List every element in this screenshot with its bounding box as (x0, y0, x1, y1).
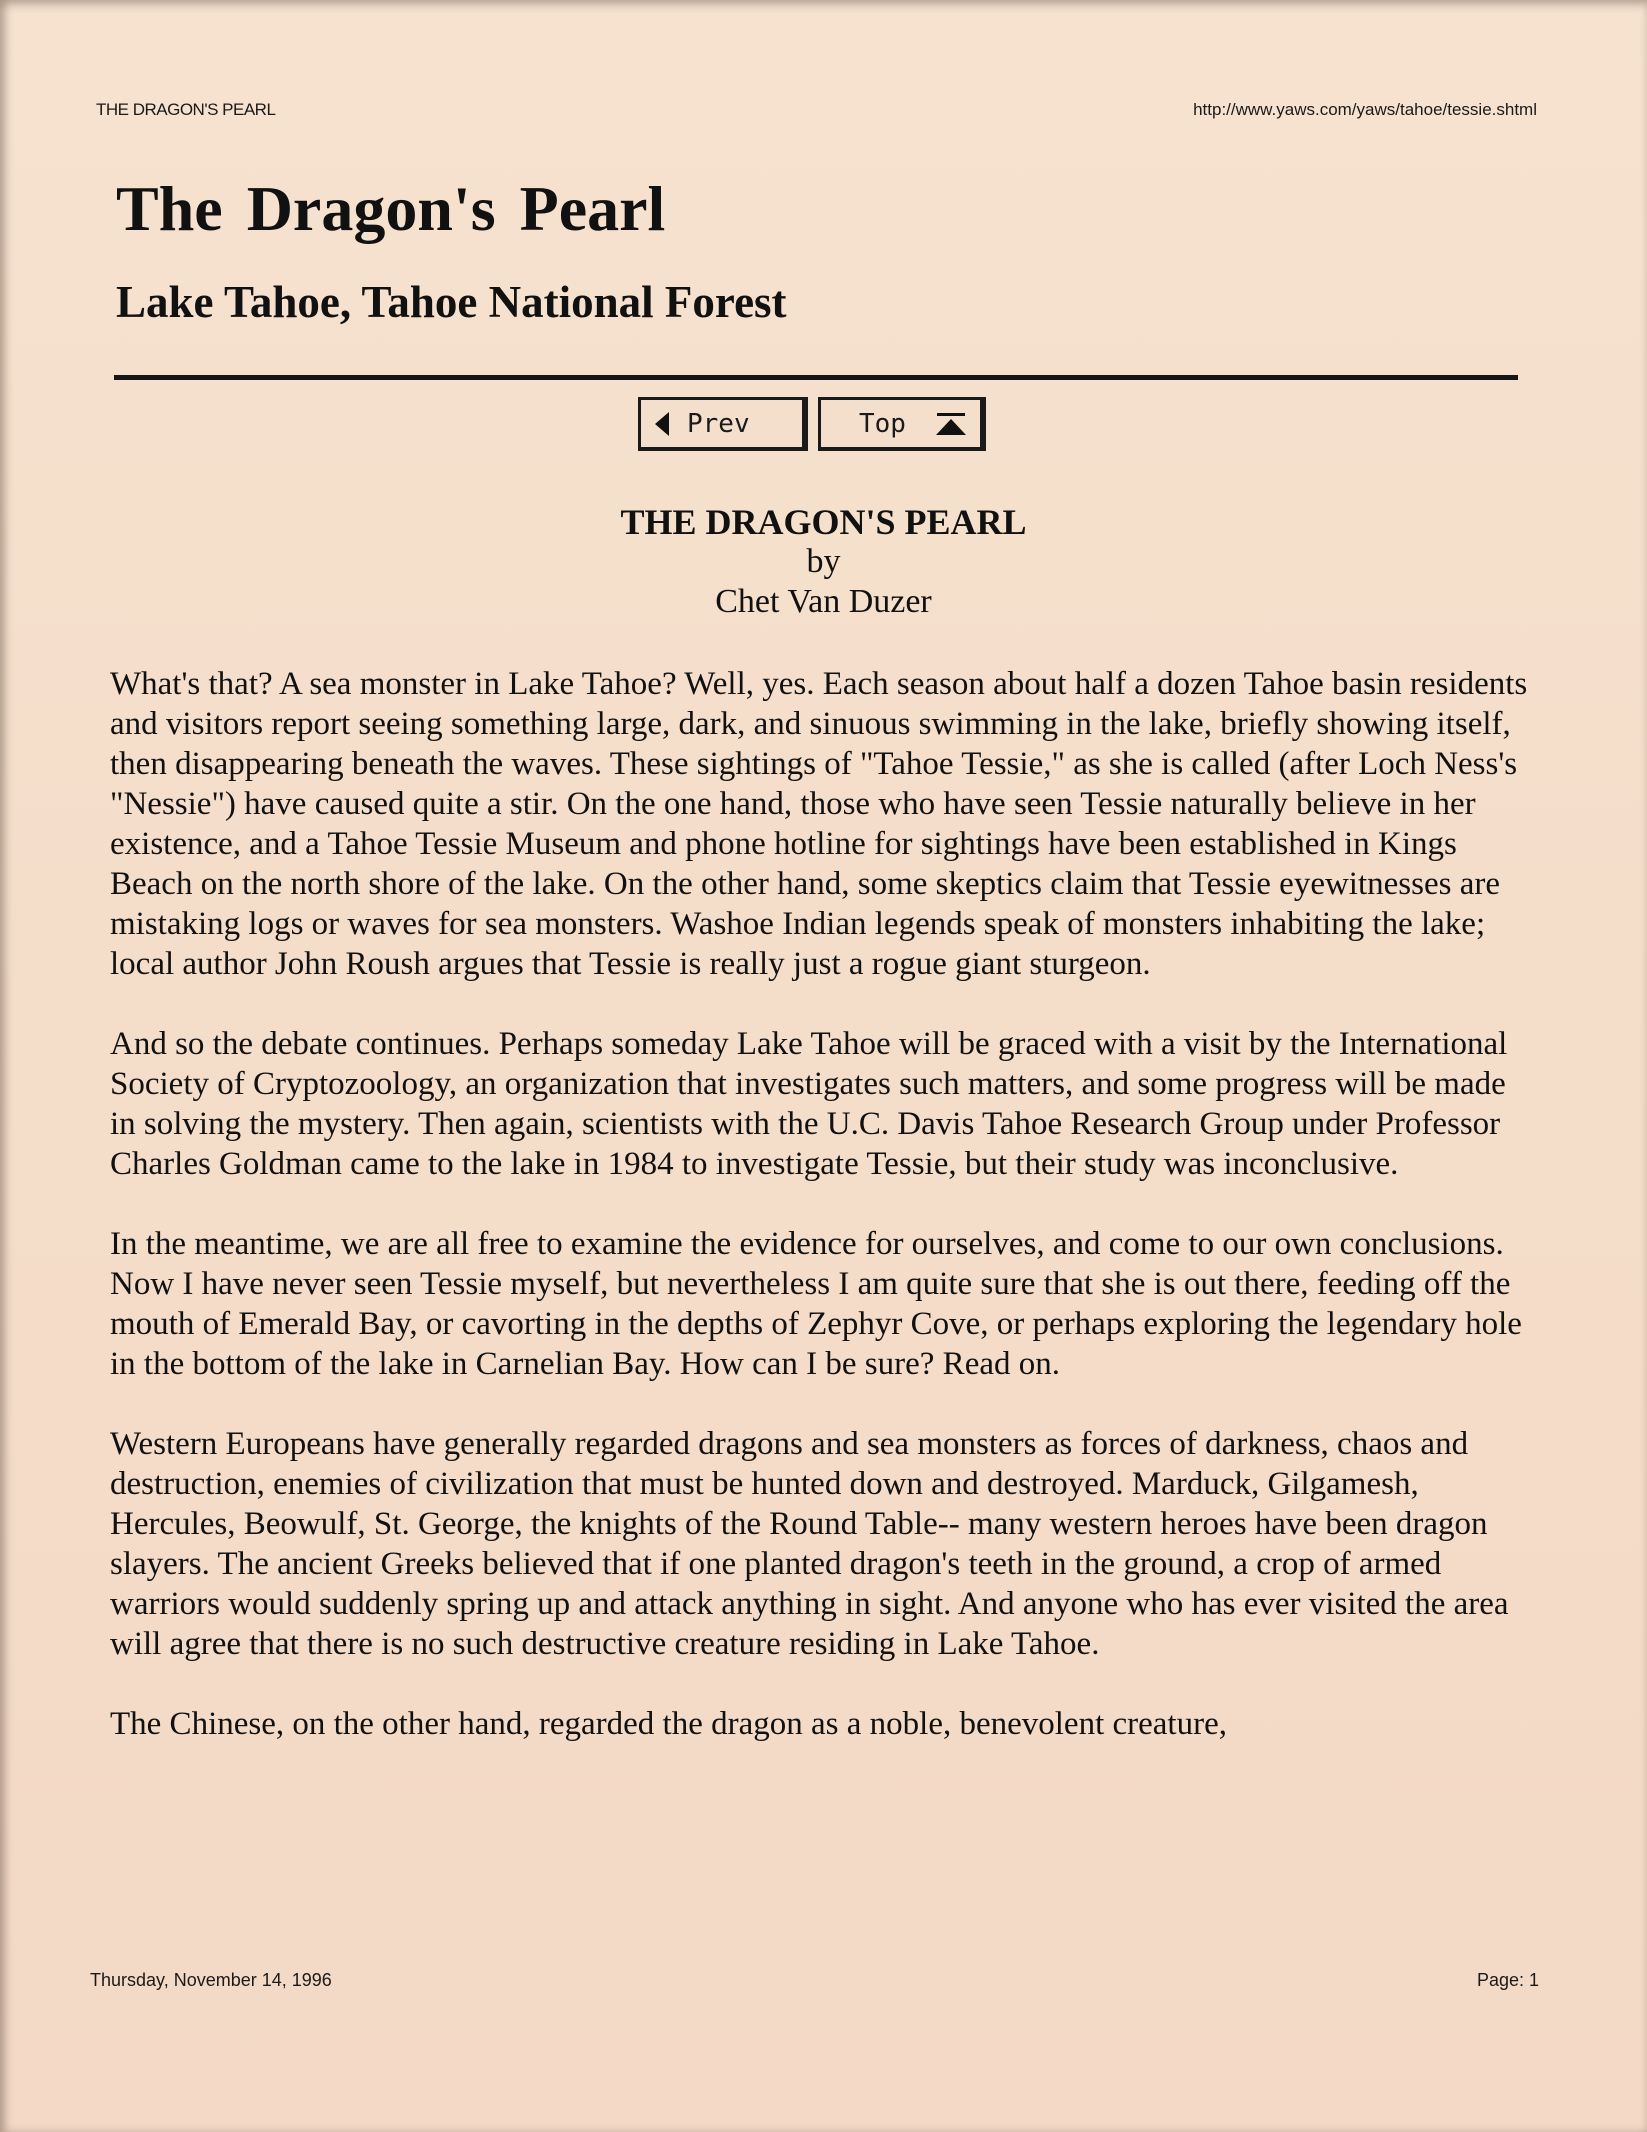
paragraph-3: In the meantime, we are all free to examine the evidence for ourselves, and come to our own conclusions. Now I have never seen Tessie myself, but nevertheless I am quite sure that she is out there, feeding off the mouth of Emerald Bay, or cavorting in the depths of Zephyr Cove, or perhaps exploring the legendary hole in the bottom of the lake in Carnelian Bay. How can I be sure? Read on. (110, 1226, 1522, 1382)
paragraph-2: And so the debate continues. Perhaps someday Lake Tahoe will be graced with a visit by the International Society of Cryptozoology, an organization that investigates such matters, and some progress will be made in solving the mystery. Then again, scientists with the U.C. Davis Tahoe Research Group under Professor Charles Goldman came to the lake in 1984 to investigate Tessie, but their study was inconclusive. (110, 1026, 1508, 1182)
top-button[interactable] (818, 397, 986, 451)
top-button-label: Top (859, 408, 906, 439)
page-number: Page: 1 (1476, 1970, 1539, 1990)
article-body (110, 664, 1532, 1784)
paragraph-4: Western Europeans have generally regarded dragons and sea monsters as forces of darkness, chaos and destruction, enemies of civilization that must be hunted down and destroyed. Marduck, Gilgamesh, Hercules, Beowulf, St. George, the knights of the Round Table-- many western heroes have been dragon slayers. The ancient Greeks believed that if one planted dragon's teeth in the ground, a crop of armed warriors would suddenly spring up and attack anything in sight. And anyone who has ever visited the area will agree that there is no such destructive creature residing in Lake Tahoe. (110, 1426, 1509, 1662)
running-header-title: THE DRAGON'S PEARL (96, 100, 276, 119)
page-url: http://www.yaws.com/yaws/tahoe/tessie.shtml (1193, 100, 1537, 119)
page-footer (90, 1970, 1539, 1991)
page-subtitle: Lake Tahoe, Tahoe National Forest (116, 277, 787, 327)
print-date: Thursday, November 14, 1996 (90, 1970, 332, 1990)
article-header (0, 502, 1647, 622)
byline-by: by (806, 543, 841, 580)
article-heading: THE DRAGON'S PEARL (620, 502, 1027, 542)
nav-buttons (638, 397, 986, 451)
left-triangle-icon (655, 412, 669, 436)
prev-button[interactable] (638, 397, 808, 451)
page-title: The Dragon's Pearl (116, 173, 666, 244)
article-author: Chet Van Duzer (715, 583, 932, 620)
paragraph-1: What's that? A sea monster in Lake Tahoe? Well, yes. Each season about half a dozen Tahoe basin residents and visitors report seeing something large, dark, and sinuous swimming in the lake, briefly showing itself, then disappearing beneath the waves. These sightings of "Tahoe Tessie," as she is called (after Loch Ness's "Nessie") have caused quite a stir. On the one hand, those who have seen Tessie naturally believe in her existence, and a Tahoe Tessie Museum and phone hotline for sightings have been established in Kings Beach on the north shore of the lake. On the other hand, some skeptics claim that Tessie eyewitnesses are mistaking logs or waves for sea monsters. Washoe Indian legends speak of monsters inhabiting the lake; local author John Roush argues that Tessie is really just a rogue giant sturgeon. (110, 666, 1528, 982)
running-header (96, 100, 1537, 120)
paragraph-5: The Chinese, on the other hand, regarded the dragon as a noble, benevolent creature, (110, 1706, 1227, 1742)
up-triangle-bar-icon (936, 413, 966, 435)
prev-button-label: Prev (687, 408, 750, 439)
title-divider (114, 375, 1518, 380)
